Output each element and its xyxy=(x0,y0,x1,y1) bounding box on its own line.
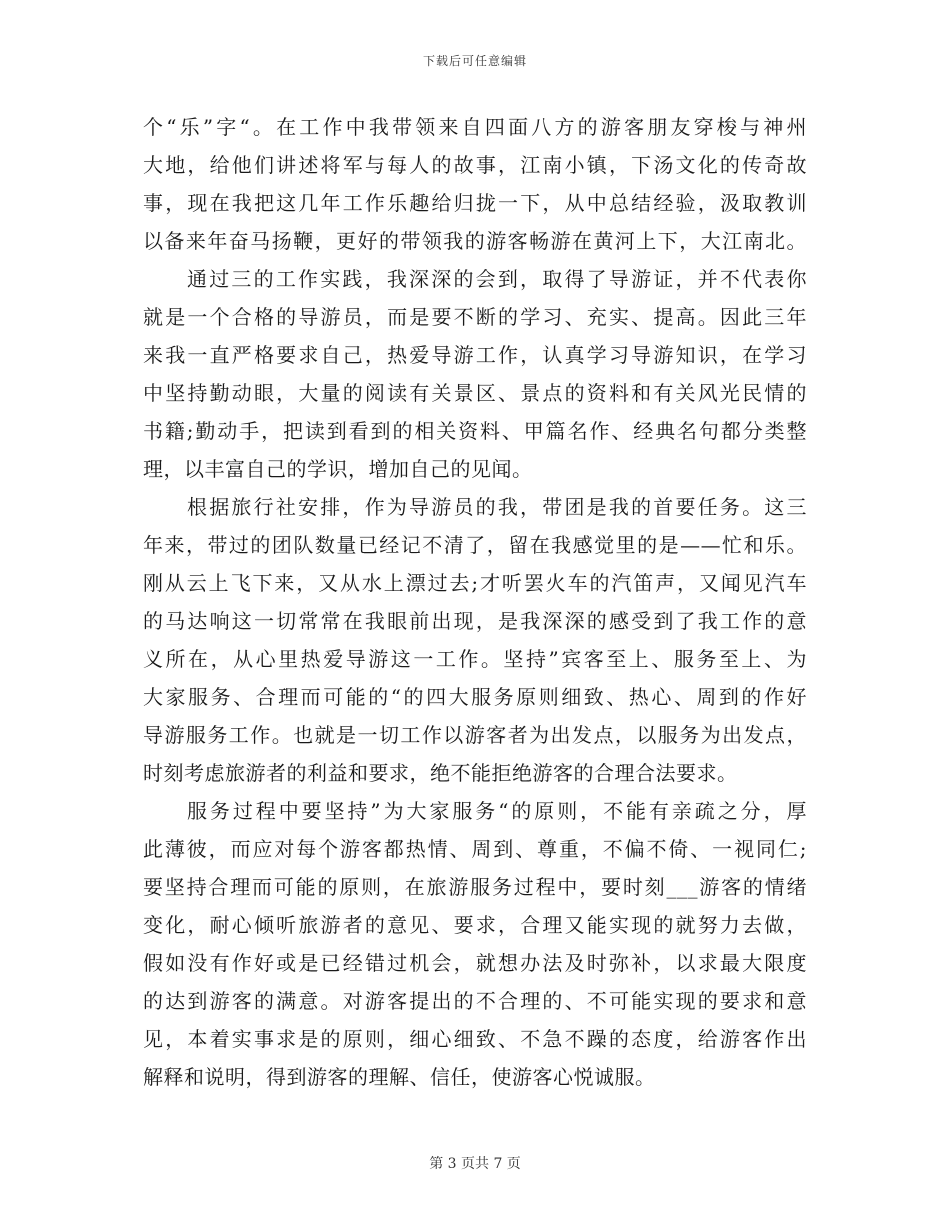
text-line: 来我一直严格要求自己，热爱导游工作，认真学习导游知识，在学习 xyxy=(143,343,807,367)
text-line: 见，本着实事求是的原则，细心细致、不急不躁的态度，给游客作出 xyxy=(143,1027,807,1051)
text-line: 书籍;勤动手，把读到看到的相关资料、甲篇名作、经典名句都分类整 xyxy=(143,419,807,443)
text-line: 年来，带过的团队数量已经记不清了，留在我感觉里的是——忙和乐。 xyxy=(143,533,807,557)
text-line: 导游服务工作。也就是一切工作以游客者为出发点，以服务为出发点， xyxy=(143,723,807,747)
text-line: 此薄彼，而应对每个游客都热情、周到、尊重，不偏不倚、一视同仁; xyxy=(143,837,807,861)
paragraph-2 xyxy=(143,260,807,488)
text-line: 刚从云上飞下来，又从水上漂过去;才听罢火车的汽笛声，又闻见汽车 xyxy=(143,571,807,595)
paragraph-4 xyxy=(143,792,807,1096)
text-line: 义所在，从心里热爱导游这一工作。坚持”宾客至上、服务至上、为 xyxy=(143,647,807,671)
text-line: 事，现在我把这几年工作乐趣给归拢一下，从中总结经验，汲取教训 xyxy=(143,191,807,215)
text-line: 服务过程中要坚持”为大家服务“的原则，不能有亲疏之分，厚 xyxy=(187,799,807,823)
page-header: 下载后可任意编辑 xyxy=(422,54,527,68)
text-line: 就是一个合格的导游员，而是要不断的学习、充实、提高。因此三年 xyxy=(143,305,807,329)
paragraph-1 xyxy=(143,108,807,260)
document-body xyxy=(143,108,807,1096)
text-line: 根据旅行社安排，作为导游员的我，带团是我的首要任务。这三 xyxy=(187,495,807,519)
text-line: 时刻考虑旅游者的利益和要求，绝不能拒绝游客的合理合法要求。 xyxy=(143,761,738,785)
page-number: 第 3 页共 7 页 xyxy=(429,1156,521,1172)
text-line: 中坚持勤动眼，大量的阅读有关景区、景点的资料和有关风光民情的 xyxy=(143,381,807,405)
text-line: 大家服务、合理而可能的“的四大服务原则细致、热心、周到的作好 xyxy=(143,685,807,709)
text-line: 理，以丰富自己的学识，增加自己的见闻。 xyxy=(143,457,533,481)
text-line: 大地，给他们讲述将军与每人的故事，江南小镇，下汤文化的传奇故 xyxy=(143,153,807,177)
text-line: 通过三的工作实践，我深深的会到，取得了导游证，并不代表你 xyxy=(187,267,807,291)
text-line: 要坚持合理而可能的原则，在旅游服务过程中，要时刻___游客的情绪 xyxy=(143,875,807,899)
text-line: 的达到游客的满意。对游客提出的不合理的、不可能实现的要求和意 xyxy=(143,989,807,1013)
text-line: 的马达响这一切常常在我眼前出现，是我深深的感受到了我工作的意 xyxy=(143,609,807,633)
text-line: 个“乐”字“。在工作中我带领来自四面八方的游客朋友穿梭与神州 xyxy=(143,115,807,139)
text-line: 变化，耐心倾听旅游者的意见、要求，合理又能实现的就努力去做， xyxy=(143,913,807,937)
text-line: 假如没有作好或是已经错过机会，就想办法及时弥补，以求最大限度 xyxy=(143,951,807,975)
text-line: 以备来年奋马扬鞭，更好的带领我的游客畅游在黄河上下，大江南北。 xyxy=(143,229,807,253)
text-line: 解释和说明，得到游客的理解、信任，使游客心悦诚服。 xyxy=(143,1065,656,1089)
paragraph-3 xyxy=(143,488,807,792)
